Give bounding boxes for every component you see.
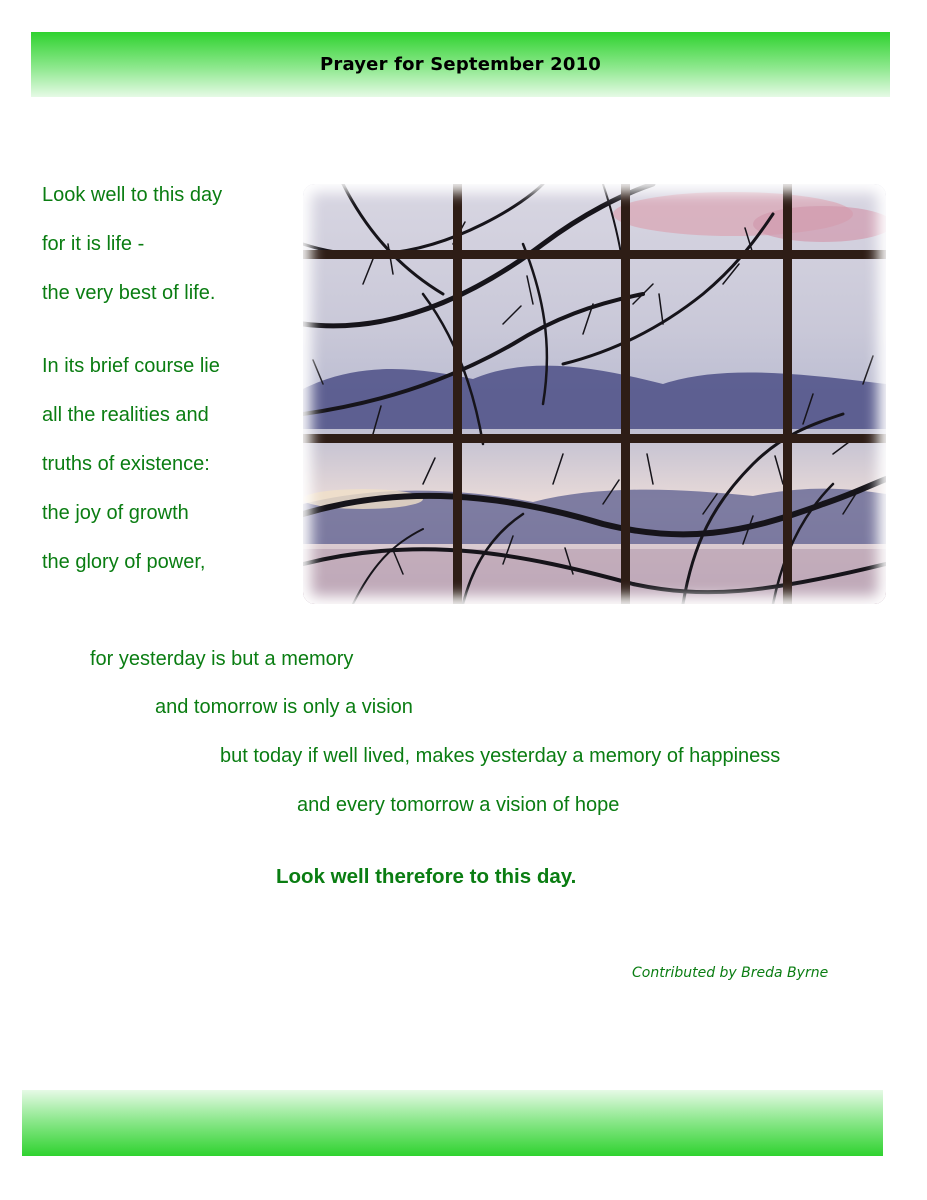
contributor-credit: Contributed by Breda Byrne [632, 965, 829, 981]
poem-line: for it is life - [42, 233, 145, 255]
poem-line: all the realities and [42, 404, 209, 426]
poem-line: and every tomorrow a vision of hope [297, 794, 620, 816]
footer-banner [22, 1090, 883, 1156]
poem-line: Look well to this day [42, 184, 223, 206]
poem-line: but today if well lived, makes yesterday a memory of happiness [220, 745, 781, 767]
window-branches-photo [303, 184, 886, 604]
poem-line: In its brief course lie [42, 355, 220, 377]
poem-line: the glory of power, [42, 551, 206, 573]
photo-illustration [303, 184, 886, 604]
poem-line: for yesterday is but a memory [90, 648, 354, 670]
closing-line: Look well therefore to this day. [276, 865, 577, 888]
header-banner [31, 32, 890, 97]
page-title: Prayer for September 2010 [319, 54, 602, 75]
poem-line: the joy of growth [42, 502, 189, 524]
poem-line: the very best of life. [42, 282, 216, 304]
poem-line: truths of existence: [42, 453, 210, 475]
poem-line: and tomorrow is only a vision [155, 696, 413, 718]
